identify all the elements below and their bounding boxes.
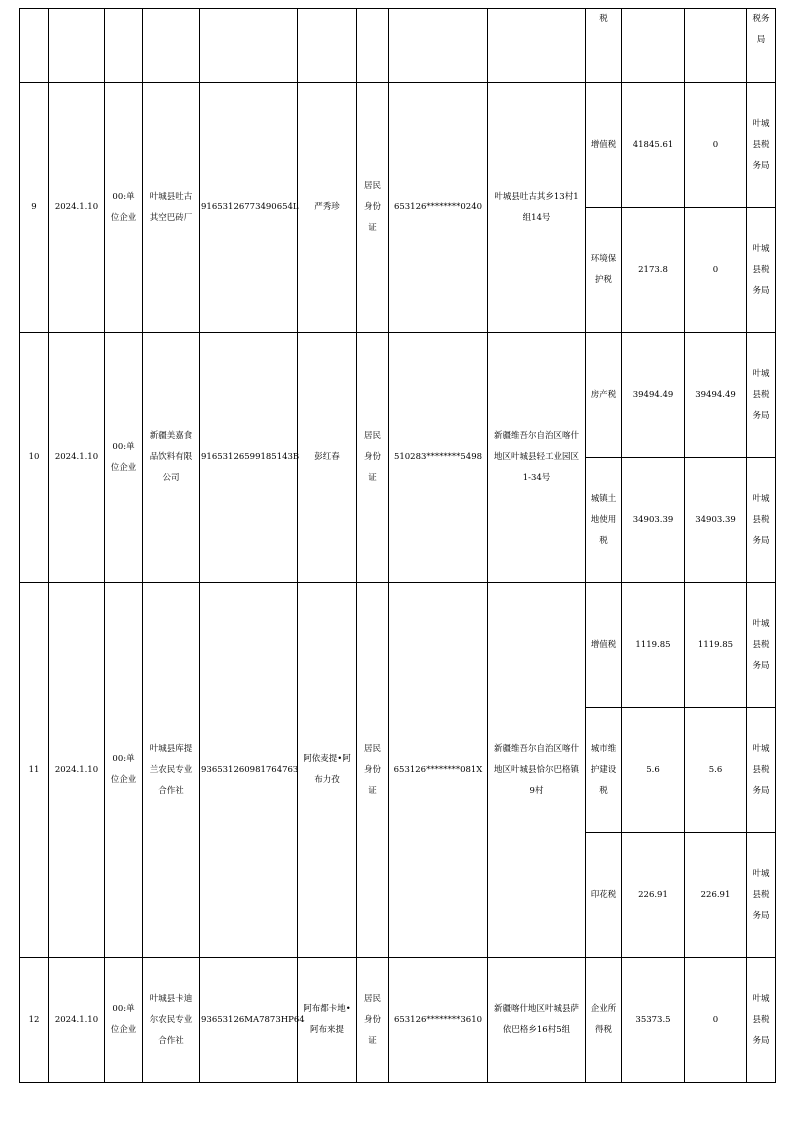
type-cell: 00:单位企业	[105, 83, 143, 333]
authority-cell: 叶城县税务局	[747, 208, 776, 333]
type-cell: 00:单位企业	[105, 583, 143, 958]
address-cell: 新疆维吾尔自治区喀什地区叶城县轻工业园区1-34号	[488, 333, 586, 583]
name-cell: 叶城县吐古其空巴砖厂	[143, 83, 200, 333]
id-type-cell: 居民身份证	[357, 333, 389, 583]
id-number-cell: 653126********081X	[389, 583, 488, 958]
balance-cell: 5.6	[685, 708, 747, 833]
tax-arrears-table	[19, 8, 776, 1083]
address-cell: 新疆维吾尔自治区喀什地区叶城县恰尔巴格镇9村	[488, 583, 586, 958]
person-cell: 阿依麦提•阿布力孜	[298, 583, 357, 958]
id-number-cell: 653126********0240	[389, 83, 488, 333]
id-number-cell	[389, 9, 488, 83]
table-row	[20, 583, 776, 708]
address-cell: 新疆喀什地区叶城县萨依巴格乡16村5组	[488, 958, 586, 1083]
amount-cell: 35373.5	[622, 958, 685, 1083]
type-cell: 00:单位企业	[105, 333, 143, 583]
address-cell: 叶城县吐古其乡13村1组14号	[488, 83, 586, 333]
amount-cell: 226.91	[622, 833, 685, 958]
id-number-cell: 653126********3610	[389, 958, 488, 1083]
authority-cell: 叶城县税务局	[747, 833, 776, 958]
type-cell: 00:单位企业	[105, 958, 143, 1083]
amount-cell: 39494.49	[622, 333, 685, 458]
tax-type-cell: 税	[586, 9, 622, 83]
tax-type-cell: 房产税	[586, 333, 622, 458]
id-type-cell: 居民身份证	[357, 583, 389, 958]
id-type-cell	[357, 9, 389, 83]
index-cell	[20, 9, 49, 83]
authority-cell: 叶城县税务局	[747, 83, 776, 208]
person-cell: 严秀珍	[298, 83, 357, 333]
tax-type-cell: 企业所得税	[586, 958, 622, 1083]
table-row	[20, 958, 776, 1083]
table-row	[20, 333, 776, 458]
person-cell	[298, 9, 357, 83]
balance-cell: 34903.39	[685, 458, 747, 583]
date-cell: 2024.1.10	[49, 333, 105, 583]
index-cell: 12	[20, 958, 49, 1083]
person-cell: 阿布都卡地•阿布来提	[298, 958, 357, 1083]
name-cell: 叶城县库提兰农民专业合作社	[143, 583, 200, 958]
amount-cell: 41845.61	[622, 83, 685, 208]
type-cell	[105, 9, 143, 83]
name-cell: 新疆美嘉食品饮料有限公司	[143, 333, 200, 583]
authority-cell: 叶城县税务局	[747, 583, 776, 708]
index-cell: 11	[20, 583, 49, 958]
balance-cell: 1119.85	[685, 583, 747, 708]
tax-type-cell: 城镇土地使用税	[586, 458, 622, 583]
table-body	[20, 9, 776, 1083]
credit-code-cell: 91653126773490654L	[200, 83, 298, 333]
balance-cell	[685, 9, 747, 83]
tax-type-cell: 增值税	[586, 83, 622, 208]
authority-cell: 叶城县税务局	[747, 333, 776, 458]
credit-code-cell: 91653126599185143B	[200, 333, 298, 583]
table-row	[20, 83, 776, 208]
date-cell: 2024.1.10	[49, 583, 105, 958]
date-cell: 2024.1.10	[49, 958, 105, 1083]
table-row	[20, 9, 776, 83]
amount-cell: 5.6	[622, 708, 685, 833]
person-cell: 彭红春	[298, 333, 357, 583]
tax-type-cell: 环境保护税	[586, 208, 622, 333]
tax-type-cell: 增值税	[586, 583, 622, 708]
balance-cell: 39494.49	[685, 333, 747, 458]
balance-cell: 0	[685, 83, 747, 208]
amount-cell	[622, 9, 685, 83]
id-type-cell: 居民身份证	[357, 83, 389, 333]
balance-cell: 0	[685, 208, 747, 333]
amount-cell: 1119.85	[622, 583, 685, 708]
index-cell: 10	[20, 333, 49, 583]
tax-type-cell: 印花税	[586, 833, 622, 958]
balance-cell: 226.91	[685, 833, 747, 958]
credit-code-cell: 93653126098176476З	[200, 583, 298, 958]
id-type-cell: 居民身份证	[357, 958, 389, 1083]
credit-code-cell: 93653126MA7873HP64	[200, 958, 298, 1083]
id-number-cell: 510283********5498	[389, 333, 488, 583]
authority-cell: 叶城县税务局	[747, 708, 776, 833]
name-cell: 叶城县卡迪尔农民专业合作社	[143, 958, 200, 1083]
authority-cell: 叶城县税务局	[747, 958, 776, 1083]
amount-cell: 34903.39	[622, 458, 685, 583]
authority-cell: 叶城县税务局	[747, 458, 776, 583]
date-cell: 2024.1.10	[49, 83, 105, 333]
authority-cell: 税务局	[747, 9, 776, 83]
tax-type-cell: 城市维护建设税	[586, 708, 622, 833]
amount-cell: 2173.8	[622, 208, 685, 333]
index-cell: 9	[20, 83, 49, 333]
credit-code-cell	[200, 9, 298, 83]
address-cell	[488, 9, 586, 83]
name-cell	[143, 9, 200, 83]
balance-cell: 0	[685, 958, 747, 1083]
date-cell	[49, 9, 105, 83]
